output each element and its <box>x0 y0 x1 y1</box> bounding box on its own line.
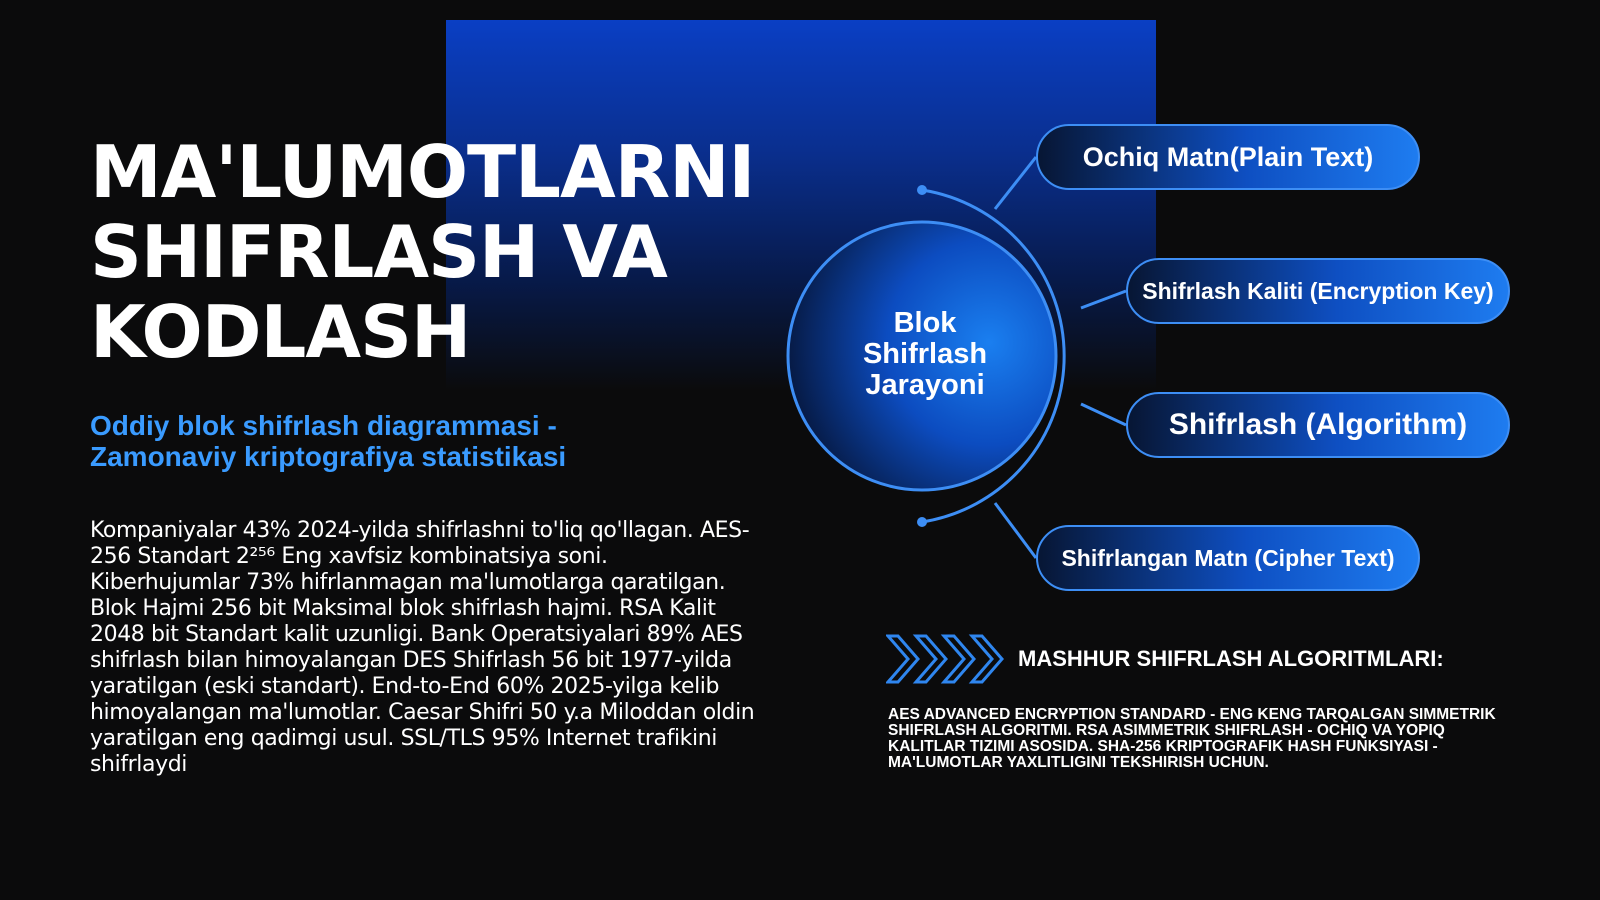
connector-3 <box>1081 404 1126 425</box>
arc-end-dot-bottom <box>917 517 927 527</box>
node-cipher-text: Shifrlangan Matn (Cipher Text) <box>1036 525 1420 591</box>
node-plain-text: Ochiq Matn(Plain Text) <box>1036 124 1420 190</box>
slide-title: MA'LUMOTLARNI SHIFRLASH VA KODLASH <box>90 130 755 374</box>
chevrons-icon <box>886 634 1010 684</box>
connector-1 <box>995 157 1036 209</box>
hub-label: Blok Shifrlash Jarayoni <box>862 307 988 401</box>
node-encryption-key: Shifrlash Kaliti (Encryption Key) <box>1126 258 1510 324</box>
connector-2 <box>1081 291 1126 308</box>
node-algorithm: Shifrlash (Algorithm) <box>1126 392 1510 458</box>
arc-end-dot-top <box>917 185 927 195</box>
algorithms-heading: MASHHUR SHIFRLASH ALGORITMLARI: <box>1018 646 1444 671</box>
statistics-paragraph: Kompaniyalar 43% 2024-yilda shifrlashni to'liq qo'llagan. AES-256 Standart 2²⁵⁶ Eng xavfsiz kombinatsiya soni. Kiberhujumlar 73% hifrlanmagan ma'lumotlarga qaratilgan. Blok Hajmi 256 bit Maksimal blok shifrlash hajmi. RSA Kalit 2048 bit Standart kalit uzunligi. Bank Operatsiyalari 89% AES shifrlash bilan himoyalangan DES Shifrlash 56 bit 1977-yilda yaratilgan (eski standart). End-to-End 60% 2025-yilga kelib himoyalangan ma'lumotlar. Caesar Shifri 50 y.a Miloddan oldin yaratilgan eng qadimgi usul. SSL/TLS 95% Internet trafikini shifrlaydi <box>90 518 755 777</box>
connector-4 <box>995 503 1036 558</box>
algorithms-description: AES ADVANCED ENCRYPTION STANDARD - ENG KENG TARQALGAN SIMMETRIK SHIFRLASH ALGORITMI. RSA ASIMMETRIK SHIFRLASH - OCHIQ VA YOPIQ KALITLAR TIZIMI ASOSIDA. SHA-256 KRIPTOGRAFIK HASH FUNKSIYASI - MA'LUMOTLAR YAXLITLIGINI TEKSHIRISH UCHUN. <box>888 706 1496 771</box>
slide-subtitle: Oddiy blok shifrlash diagrammasi - Zamonaviy kriptografiya statistikasi <box>90 410 567 472</box>
